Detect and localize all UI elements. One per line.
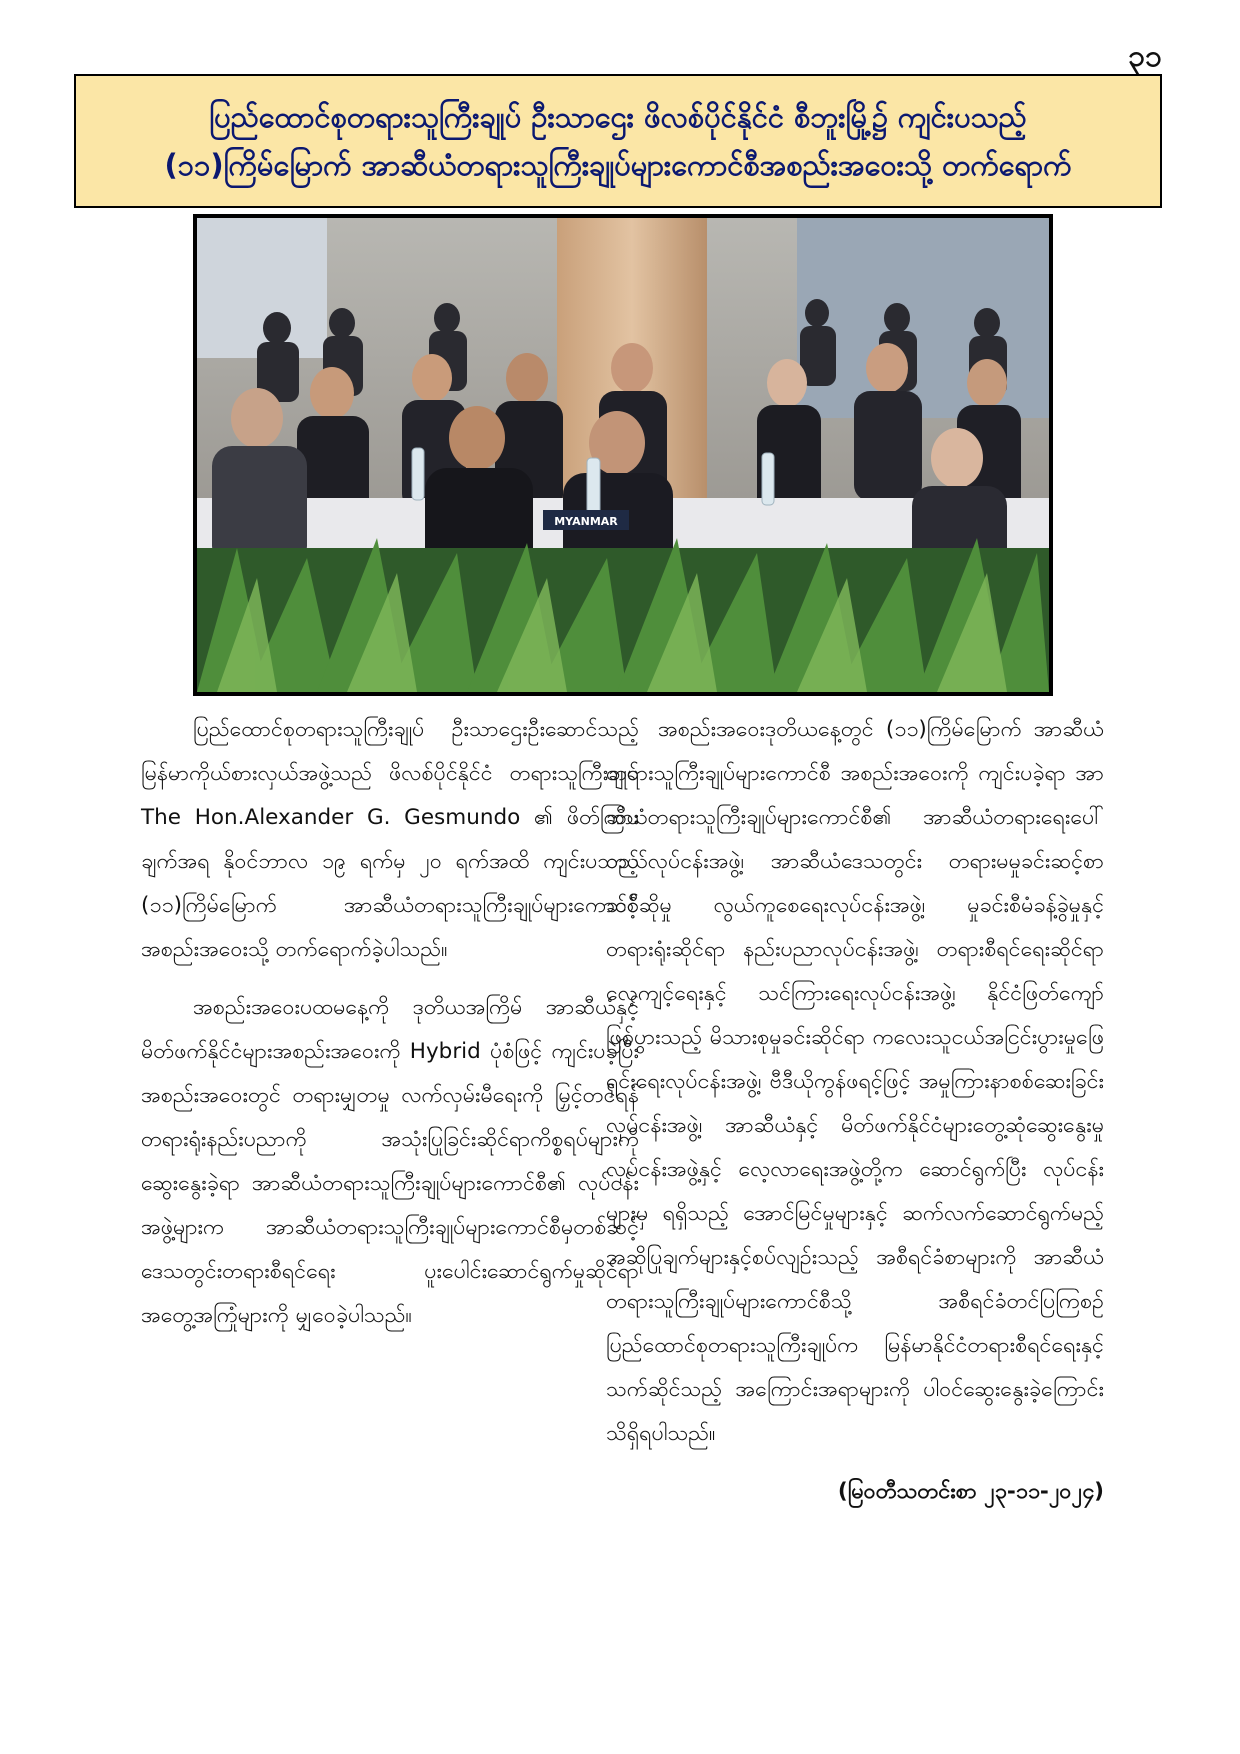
article-paragraph-3: အစည်းအဝေးဒုတိယနေ့တွင် (၁၁)ကြိမ်မြောက် အာဆီယံတရားသူကြီးချုပ်များကောင်စီ အစည်းအဝေးကို ကျင်းပခဲ့ရာ အာဆီယံတရားသူကြီးချုပ်များကောင်စီ၏ အာဆီယံတရားရေးပေါ်တယ်လုပ်ငန်းအဖွဲ့၊ အာဆီယံဒေသတွင်း တရားမမှုခင်းဆင့်စာဆင့်ဆိုမှု လွယ်ကူစေရေးလုပ်ငန်းအဖွဲ့၊ မှုခင်းစီမံခန့်ခွဲမှုနှင့် တရားရုံးဆိုင်ရာ နည်းပညာလုပ်ငန်းအဖွဲ့၊ တရားစီရင်ရေးဆိုင်ရာ လေ့ကျင့်ရေးနှင့် သင်ကြားရေးလုပ်ငန်းအဖွဲ့၊ နိုင်ငံဖြတ်ကျော်ဖြစ်ပွားသည့် မိသားစုမှုခင်းဆိုင်ရာ ကလေးသူငယ်အငြင်းပွားမှုဖြေရှင်းရေးလုပ်ငန်းအဖွဲ့၊ ဗီဒီယိုကွန်ဖရင့်ဖြင့် အမှုကြားနာစစ်ဆေးခြင်းလုပ်ငန်းအဖွဲ့၊ အာဆီယံနှင့် မိတ်ဖက်နိုင်ငံများတွေ့ဆုံဆွေးနွေးမှုလုပ်ငန်းအဖွဲ့နှင့် လေ့လာရေးအဖွဲ့တို့က ဆောင်ရွက်ပြီး လုပ်ငန်းများမှ ရရှိသည့် အောင်မြင်မှုများနှင့် ဆက်လက်ဆောင်ရွက်မည့် အဆိုပြုချက်များနှင့်စပ်လျဉ်းသည့် အစီရင်ခံစာများကို အာဆီယံတရားသူကြီးချုပ်များကောင်စီသို့ အစီရင်ခံတင်ပြကြစဉ် ပြည်ထောင်စုတရားသူကြီးချုပ်က မြန်မာနိုင်ငံတရားစီရင်ရေးနှင့်သက်ဆိုင်သည့် အကြောင်းအရာများကို ပါဝင်ဆွေးနွေးခဲ့ကြောင်း သိရှိရပါသည်။ xyxy=(606,717,1104,1446)
source-citation: (မြဝတီသတင်းစာ ၂၃-၁၁-၂၀၂၄) xyxy=(837,1479,1104,1504)
article-paragraph-2: အစည်းအဝေးပထမနေ့ကို ဒုတိယအကြိမ် အာဆီယံနှင့် မိတ်ဖက်နိုင်ငံများအစည်းအဝေးကို Hybrid ပုံစံဖြင့် ကျင်းပခဲ့ပြီး အစည်းအဝေးတွင် တရားမျှတမှု လက်လှမ်းမီရေးကို မြှင့်တင်ရန် တရားရုံးနည်းပညာကို အသုံးပြုခြင်းဆိုင်ရာကိစ္စရပ်များကို ဆွေးနွေးခဲ့ရာ အာဆီယံတရားသူကြီးချုပ်များကောင်စီ၏ လုပ်ငန်းအဖွဲ့များက အာဆီယံတရားသူကြီးချုပ်များကောင်စီမှတစ်ဆင့် ဒေသတွင်းတရားစီရင်ရေး ပူးပေါင်းဆောင်ရွက်မှုဆိုင်ရာ အတွေ့အကြုံများကို မျှဝေခဲ့ပါသည်။ xyxy=(141,995,639,1328)
article-column-right xyxy=(606,708,1104,1514)
headline-line-2: (၁၁)ကြိမ်မြောက် အာဆီယံတရားသူကြီးချုပ်များကောင်စီအစည်းအဝေးသို့ တက်ရောက် xyxy=(164,148,1072,182)
nameplate-text: MYANMAR xyxy=(554,515,618,528)
headline-box xyxy=(74,74,1162,208)
page-number: ၃၁ xyxy=(1128,39,1162,74)
article-paragraph-1: ပြည်ထောင်စုတရားသူကြီးချုပ် ဦးသာဌေးဦးဆောင်သည့် မြန်မာကိုယ်စားလှယ်အဖွဲ့သည် ဖိလစ်ပိုင်နိုင်ငံ တရားသူကြီးချုပ် The Hon.Alexander G. Gesmundo ၏ ဖိတ်ကြားချက်အရ နိုဝင်ဘာလ ၁၉ ရက်မှ ၂၀ ရက်အထိ ကျင်းပသည့် (၁၁)ကြိမ်မြောက် အာဆီယံတရားသူကြီးချုပ်များကောင်စီ အစည်းအဝေးသို့ တက်ရောက်ခဲ့ပါသည်။ xyxy=(141,717,639,962)
headline-line-1: ပြည်ထောင်စုတရားသူကြီးချုပ် ဦးသာဌေး ဖိလစ်ပိုင်နိုင်ငံ စီဘူးမြို့၌ ကျင်းပသည့် xyxy=(209,100,1027,134)
meeting-photo xyxy=(193,214,1053,696)
article-column-left xyxy=(141,708,639,1352)
meeting-photo-illustration xyxy=(197,218,1049,692)
